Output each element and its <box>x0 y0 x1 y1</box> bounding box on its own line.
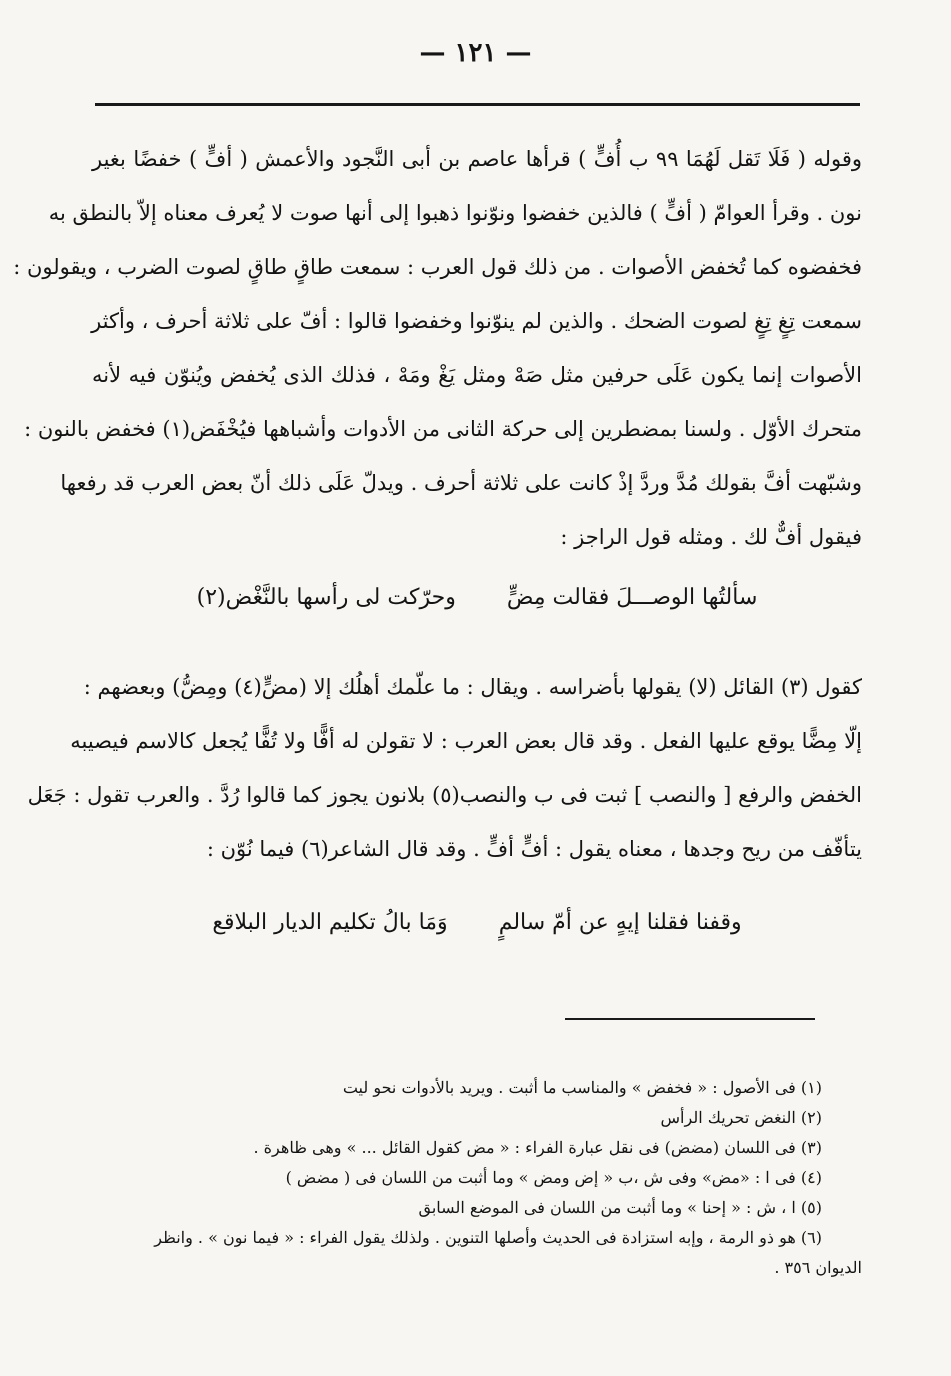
footnote-3: (٣) فى اللسان (مضض) فى نقل عبارة الفراء : « مض كقول القائل ... » وهى ظاهرة . <box>253 1138 822 1157</box>
verse-hemistich-second: وحرّكت لى رأسها بالنَّغْض(٢) <box>196 585 456 610</box>
verse-hemistich-first: سألتُها الوصـــلَ فقالت مِضٍّ <box>506 585 758 610</box>
text-line: إلّا مِضًّا يوقع عليها الفعل . وقد قال بعض العرب : لا تقولن له أفًّا ولا تُفًّا يُجعل كالاسم فيصيبه <box>70 729 862 753</box>
paragraph-2 <box>27 660 862 876</box>
footnotes <box>92 1073 862 1283</box>
footnote-6: (٦) هو ذو الرمة ، وإبه استزادة فى الحديث وأصلها التنوين . ولذلك يقول الفراء : « فيما نون » . وانظر <box>154 1228 822 1247</box>
text-line: يتأفّف من ريح وجدها ، معناه يقول : أفٍّ أفٍّ . وقد قال الشاعر(٦) فيما نُوّن : <box>206 837 862 861</box>
paragraph-1 <box>13 132 863 564</box>
footnote-1: (١) فى الأصول : « فخفض » والمناسب ما أثبت . ويريد بالأدوات نحو ليت <box>342 1078 822 1097</box>
text-line: كقول (٣) القائل (لا) يقولها بأضراسه . ويقال : ما علّمك أهلُك إلا (مضٍّ(٤) ومِضُّ) وبعضهم : <box>83 675 862 699</box>
text-line: الخفض والرفع [ والنصب ] ثبت فى ب والنصب(٥) بلانون يجوز كما قالوا رُدَّ . والعرب تقول : جَعَل <box>27 783 862 807</box>
header-rule <box>95 103 860 106</box>
verse-hemistich-first: وقفنا فقلنا إيهٍ عن أمّ سالمٍ <box>498 910 742 935</box>
footnote-5: (٥) ا ، ش : « إحنا » وما أثبت من اللسان فى الموضع السابق <box>418 1198 822 1217</box>
text-line: سمعت تِغٍ تِغٍ لصوت الضحك . والذين لم ينوّنوا وخفضوا قالوا : أفّ على ثلاثة أحرف ، وأكثر <box>91 309 862 333</box>
text-line: متحرك الأوّل . ولسنا بمضطرين إلى حركة الثانى من الأدوات وأشباهها فيُخْفَض(١) فخفض بالنون : <box>24 417 862 441</box>
text-line: الأصوات إنما يكون عَلَى حرفين مثل صَهْ ومثل يَغْ ومَهْ ، فذلك الذى يُخفض ويُنوّن فيه لأنه <box>92 363 862 387</box>
text-line: فخفضوه كما تُخفض الأصوات . من ذلك قول العرب : سمعت طاقٍ طاقٍ لصوت الضرب ، ويقولون : <box>13 255 862 279</box>
footnote-6-continuation: الديوان ٣٥٦ . <box>774 1258 862 1277</box>
verse-hemistich-second: وَمَا بالُ تكليم الديار البلاقع <box>212 910 448 935</box>
footnote-rule <box>565 1018 815 1020</box>
footnote-4: (٤) فى ا : «مض» وفى ش ،ب « إض ومض » وما أثبت من اللسان فى ( مضض ) <box>285 1168 822 1187</box>
footnote-2: (٢) النغض تحريك الرأس <box>660 1108 822 1127</box>
text-line: وشبّهت أفَّ بقولك مُدَّ وردَّ إذْ كانت على ثلاثة أحرف . ويدلّ عَلَى ذلك أنّ بعض العرب قد رفعها <box>60 471 862 495</box>
verse-2 <box>92 910 862 935</box>
text-line: فيقول أفٌّ لك . ومثله قول الراجز : <box>560 525 862 549</box>
text-line: نون . وقرأ العوامّ ( أفٍّ ) فالذين خفضوا ونوّنوا ذهبوا إلى أنها صوت لا يُعرف معناه إلاّ بالنطق به <box>48 201 862 225</box>
verse-1 <box>92 585 862 610</box>
page-number: — ١٢١ — <box>419 38 532 68</box>
text-line: وقوله ( فَلَا تَقل لَهُمَا ٩٩ ب أُفٍّ ) قرأها عاصم بن أبى النَّجود والأعمش ( أفٍّ ) خفضًا بغير <box>92 147 863 171</box>
